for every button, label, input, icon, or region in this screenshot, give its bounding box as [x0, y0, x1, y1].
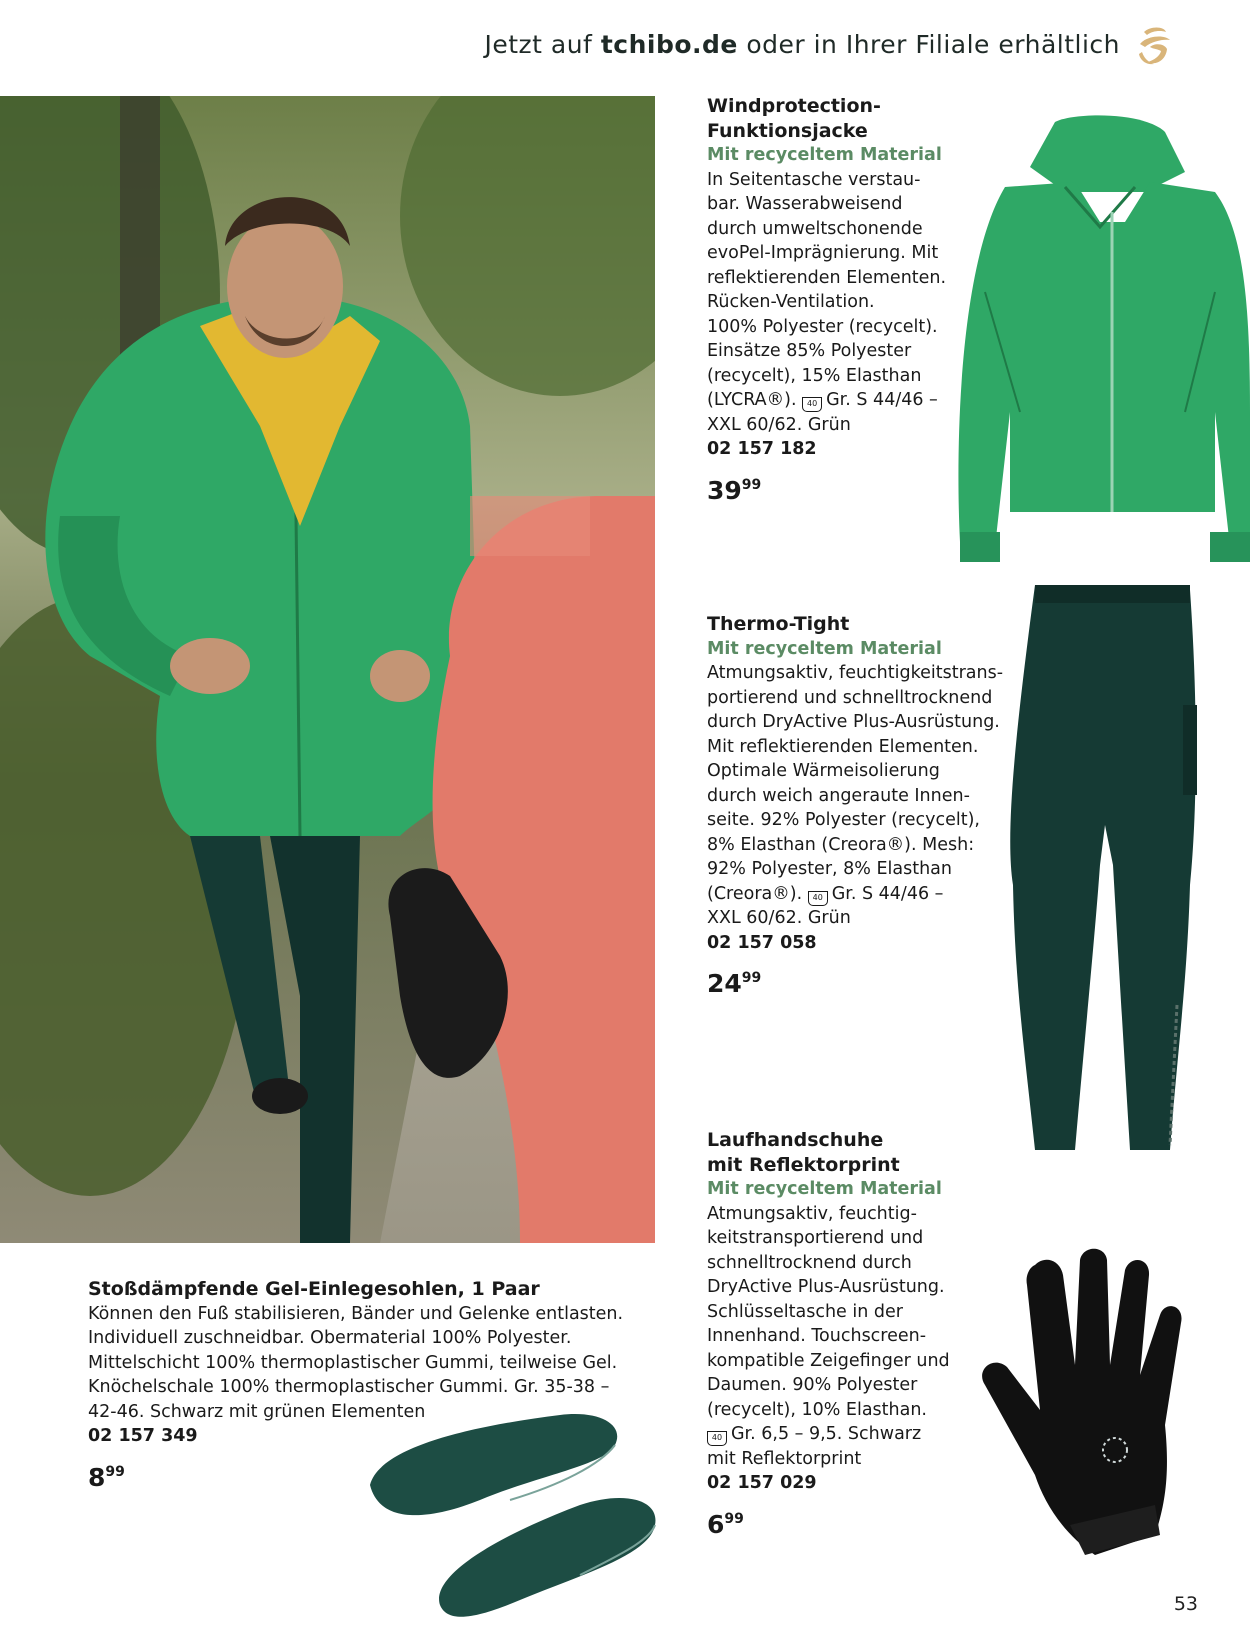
- tight-desc-line: Mit reflektierenden Elementen.: [707, 736, 979, 757]
- jacket-care-line: [707, 388, 946, 413]
- jacket-care-suffix: Gr. S 44/46 –: [826, 390, 938, 410]
- wash-40-icon: 40: [802, 397, 822, 412]
- jacket-desc-line: durch umweltschonende: [707, 218, 923, 239]
- tight-desc-line: durch weich angeraute Innen-: [707, 785, 970, 806]
- jacket-price-cents: 99: [741, 476, 762, 493]
- tight-desc-line: 8% Elasthan (Creora®). Mesh:: [707, 834, 975, 855]
- gloves-desc-line: Schlüsseltasche in der: [707, 1301, 903, 1322]
- page-header: [484, 30, 1120, 59]
- gloves-title-line-2: mit Reflektorprint: [707, 1153, 900, 1176]
- jacket-desc-line: bar. Wasserabweisend: [707, 194, 903, 214]
- gloves-price-cents: 99: [724, 1510, 744, 1527]
- insoles-price-cents: 99: [105, 1463, 125, 1480]
- tight-desc-line: durch DryActive Plus-Ausrüstung.: [707, 712, 1000, 732]
- header-suffix: oder in Ihrer Filiale erhältlich: [746, 30, 1120, 59]
- product-tight: [707, 612, 1003, 999]
- tight-title: Thermo-Tight: [707, 613, 850, 635]
- insoles-desc-line: Individuell zuschneidbar. Obermaterial 100% Polyester.: [88, 1328, 572, 1348]
- gloves-desc-line: schnelltrocknend durch: [707, 1252, 912, 1273]
- jacket-price-main: 39: [707, 475, 742, 505]
- tight-care-prefix: (Creora®).: [707, 883, 803, 904]
- tight-desc-line: Optimale Wärmeisolierung: [707, 761, 940, 781]
- tight-desc-line: Atmungsaktiv, feuchtigkeitstrans-: [707, 663, 1004, 683]
- header-brand[interactable]: tchibo.de: [600, 30, 738, 59]
- tight-price-main: 24: [707, 969, 742, 998]
- gloves-care-suffix: Gr. 6,5 – 9,5. Schwarz: [731, 1424, 922, 1444]
- gloves-desc-line: keitstransportierend und: [707, 1228, 924, 1248]
- jacket-article-number: 02 157 182: [707, 439, 817, 459]
- gloves-desc-line: Daumen. 90% Polyester: [707, 1375, 918, 1395]
- gloves-desc-line: Innenhand. Touchscreen-: [707, 1326, 927, 1346]
- hero-runner-photo: [0, 96, 655, 1243]
- gloves-price: [707, 1504, 950, 1540]
- header-prefix: Jetzt auf: [484, 30, 593, 59]
- jacket-desc-line: In Seitentasche verstau-: [707, 169, 921, 190]
- wash-40-icon: 40: [707, 1431, 727, 1446]
- jacket-subtitle: Mit recyceltem Material: [707, 145, 942, 165]
- wash-40-icon: 40: [808, 891, 828, 906]
- jacket-desc-line: Rücken-Ventilation.: [707, 292, 875, 312]
- jacket-product-image: [945, 112, 1250, 582]
- product-jacket: [707, 94, 946, 506]
- gloves-product-image: [965, 1235, 1215, 1560]
- jacket-desc-line: evoPel-Imprägnierung. Mit: [707, 243, 939, 263]
- insoles-desc-line: Mittelschicht 100% thermoplastischer Gummi, teilweise Gel.: [88, 1352, 618, 1373]
- gloves-article-number: 02 157 029: [707, 1473, 817, 1493]
- tight-product-image: [1005, 585, 1220, 1155]
- tight-desc-line: 92% Polyester, 8% Elasthan: [707, 859, 952, 879]
- gloves-title-line-1: Laufhandschuhe: [707, 1129, 884, 1151]
- insoles-title: Stoßdämpfende Gel-Einlegesohlen, 1 Paar: [88, 1278, 540, 1300]
- tight-desc-line: seite. 92% Polyester (recycelt),: [707, 810, 980, 830]
- jacket-size-line: XXL 60/62. Grün: [707, 414, 851, 435]
- tight-price: [707, 963, 1003, 999]
- jacket-desc-line: 100% Polyester (recycelt).: [707, 316, 938, 337]
- tchibo-logo-icon: [1130, 22, 1178, 70]
- gloves-desc-line: (recycelt), 10% Elasthan.: [707, 1399, 927, 1420]
- product-gloves: [707, 1128, 950, 1540]
- jacket-desc-line: (recycelt), 15% Elasthan: [707, 365, 922, 386]
- tight-subtitle: Mit recyceltem Material: [707, 638, 942, 659]
- insoles-price-main: 8: [88, 1462, 106, 1492]
- insoles-article-number: 02 157 349: [88, 1426, 198, 1446]
- tight-price-cents: 99: [741, 970, 762, 986]
- gloves-desc-line: DryActive Plus-Ausrüstung.: [707, 1277, 945, 1297]
- gloves-desc-line: kompatible Zeigefinger und: [707, 1350, 950, 1371]
- gloves-price-main: 6: [707, 1509, 725, 1539]
- tight-care-suffix: Gr. S 44/46 –: [831, 883, 944, 904]
- insoles-desc-line: Knöchelschale 100% thermoplastischer Gummi. Gr. 35-38 –: [88, 1377, 610, 1397]
- jacket-desc-line: reflektierenden Elementen.: [707, 267, 947, 288]
- insoles-desc-line: Können den Fuß stabilisieren, Bänder und Gelenke entlasten.: [88, 1303, 624, 1324]
- gloves-care-line: [707, 1422, 950, 1447]
- tight-size-line: XXL 60/62. Grün: [707, 908, 851, 928]
- tight-care-line: [707, 882, 1003, 907]
- gloves-extra-line: mit Reflektorprint: [707, 1448, 862, 1469]
- jacket-price: [707, 470, 946, 506]
- gloves-subtitle: Mit recyceltem Material: [707, 1179, 942, 1199]
- jacket-title-line-2: Funktionsjacke: [707, 119, 868, 142]
- gloves-desc-line: Atmungsaktiv, feuchtig-: [707, 1203, 917, 1224]
- jacket-desc-line: Einsätze 85% Polyester: [707, 341, 912, 361]
- page-number: 53: [1173, 1593, 1198, 1615]
- insoles-desc-line: 42-46. Schwarz mit grünen Elementen: [88, 1401, 426, 1422]
- tight-desc-line: portierend und schnelltrocknend: [707, 687, 993, 708]
- jacket-title-line-1: Windprotection-: [707, 95, 881, 117]
- jacket-care-prefix: (LYCRA®).: [707, 390, 797, 410]
- tight-article-number: 02 157 058: [707, 932, 817, 953]
- insoles-product-image: [360, 1405, 660, 1625]
